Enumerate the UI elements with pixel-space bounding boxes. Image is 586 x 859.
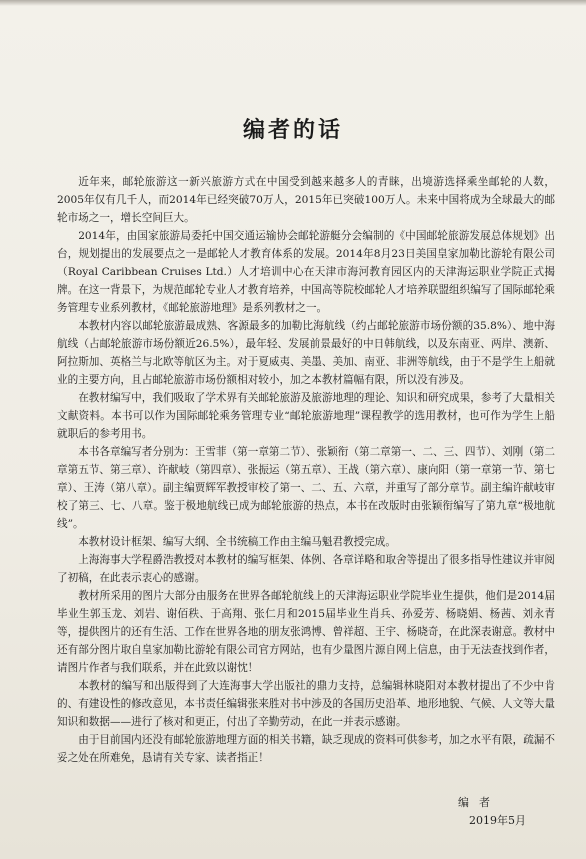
paragraph-background: 2014年，由国家旅游局委托中国交通运输协会邮轮游艇分会编制的《中国邮轮旅游发展总体规划》出台，规划提出的发展要点之一是邮轮人才教育体系的发展。2014年8月23日美国皇家加勒比游轮有限公司（Royal Caribbean Cruises Ltd.）人才培训中心在天津市海河教育园区内的天津海运职业学院正式揭牌。在这一背景下，为规范邮轮专业人才教育培养，中国高等院校邮轮人才培养联盟组织编写了国际邮轮乘务管理专业系列教材，《邮轮旅游地理》是系列教材之一。: [57, 230, 555, 314]
signature-date: 2019年5月: [469, 814, 526, 827]
page-title: 编者的话: [242, 118, 343, 143]
paragraph-reviewer-thanks: 上海海事大学程爵浩教授对本教材的编写框架、体例、各章详略和取舍等提出了很多指导性建议并审阅了初稿，在此表示衷心的感谢。: [57, 554, 555, 584]
paragraph-closing: 由于目前国内还没有邮轮旅游地理方面的相关书籍，缺乏现成的资料可供参考，加之水平有限，疏漏不妥之处在所难免，恳请有关专家、读者指正！: [57, 734, 555, 764]
preface-body: [57, 173, 555, 767]
paragraph-content-scope: 本教材内容以邮轮旅游最成熟、客源最多的加勒比海航线（约占邮轮旅游市场份额的35.8%）、地中海航线（占邮轮旅游市场份额近26.5%），最年轻、发展前景最好的中日韩航线，以及东南亚、两岸、澳新、阿拉斯加、英格兰与北欧等航区为主。对于夏威夷、美墨、美加、南亚、非洲等航线，由于不是学生上船就业的主要方向，且占邮轮旅游市场份额相对较小，加之本教材篇幅有限，所以没有涉及。: [57, 320, 555, 386]
paragraph-intro: 近年来，邮轮旅游这一新兴旅游方式在中国受到越来越多人的青睐，出境游选择乘坐邮轮的人数，2005年仅有几千人，而2014年已经突破70万人，2015年已突破100万人。未来中国将成为全球最大的邮轮市场之一，增长空间巨大。: [57, 176, 555, 224]
paragraph-publisher-thanks: 本教材的编写和出版得到了大连海事大学出版社的鼎力支持，总编辑林晓阳对本教材提出了不少中肯的、有建设性的修改意见，本书责任编辑张来胜对书中涉及的各国历史沿革、地形地貌、气候、人文等大量知识和数据——进行了核对和更正，付出了辛勤劳动，在此一并表示感谢。: [57, 680, 555, 728]
signature-author: 编者: [458, 796, 500, 809]
paragraph-image-credits: 教材所采用的图片大部分由服务在世界各邮轮航线上的天津海运职业学院毕业生提供，他们是2014届毕业生郭玉龙、刘岩、谢佰秩、于高翔、张仁月和2015届毕业生肖兵、孙爱芳、杨晓娟、杨茜、刘永青等，提供图片的还有生活、工作在世界各地的朋友张鸿博、曾祥超、王宇、杨晓奇，在此深表谢意。教材中还有部分图片取自皇家加勒比游轮有限公司官方网站，也有少量图片源自网上信息，由于无法查找到作者，请图片作者与我们联系，并在此致以谢忱！: [57, 590, 555, 674]
signature-block: [406, 794, 526, 830]
paragraph-references: 在教材编写中，我们吸取了学术界有关邮轮旅游及旅游地理的理论、知识和研究成果，参考了大量相关文献资料。本书可以作为国际邮轮乘务管理专业“邮轮旅游地理”课程教学的选用教材，也可作为学生上船就职后的参考用书。: [57, 392, 555, 440]
paragraph-authors: 本书各章编写者分别为：王雪菲（第一章第二节）、张颖衔（第二章第一、二、三、四节）、刘刚（第二章第五节、第三章）、许献岐（第四章）、张振运（第五章）、王战（第六章）、康向阳（第一章第一节、第七章）、王涛（第八章）。副主编贾辉军教授审校了第一、二、五、六章，并重写了部分章节。副主编许献岐审校了第三、七、八章。鉴于极地航线已成为邮轮旅游的热点，本书在改版时由张颖衔编写了第九章“极地航线”。: [57, 446, 555, 530]
paragraph-chief-editor: 本教材设计框架、编写大纲、全书统稿工作由主编马魁君教授完成。: [78, 536, 396, 548]
